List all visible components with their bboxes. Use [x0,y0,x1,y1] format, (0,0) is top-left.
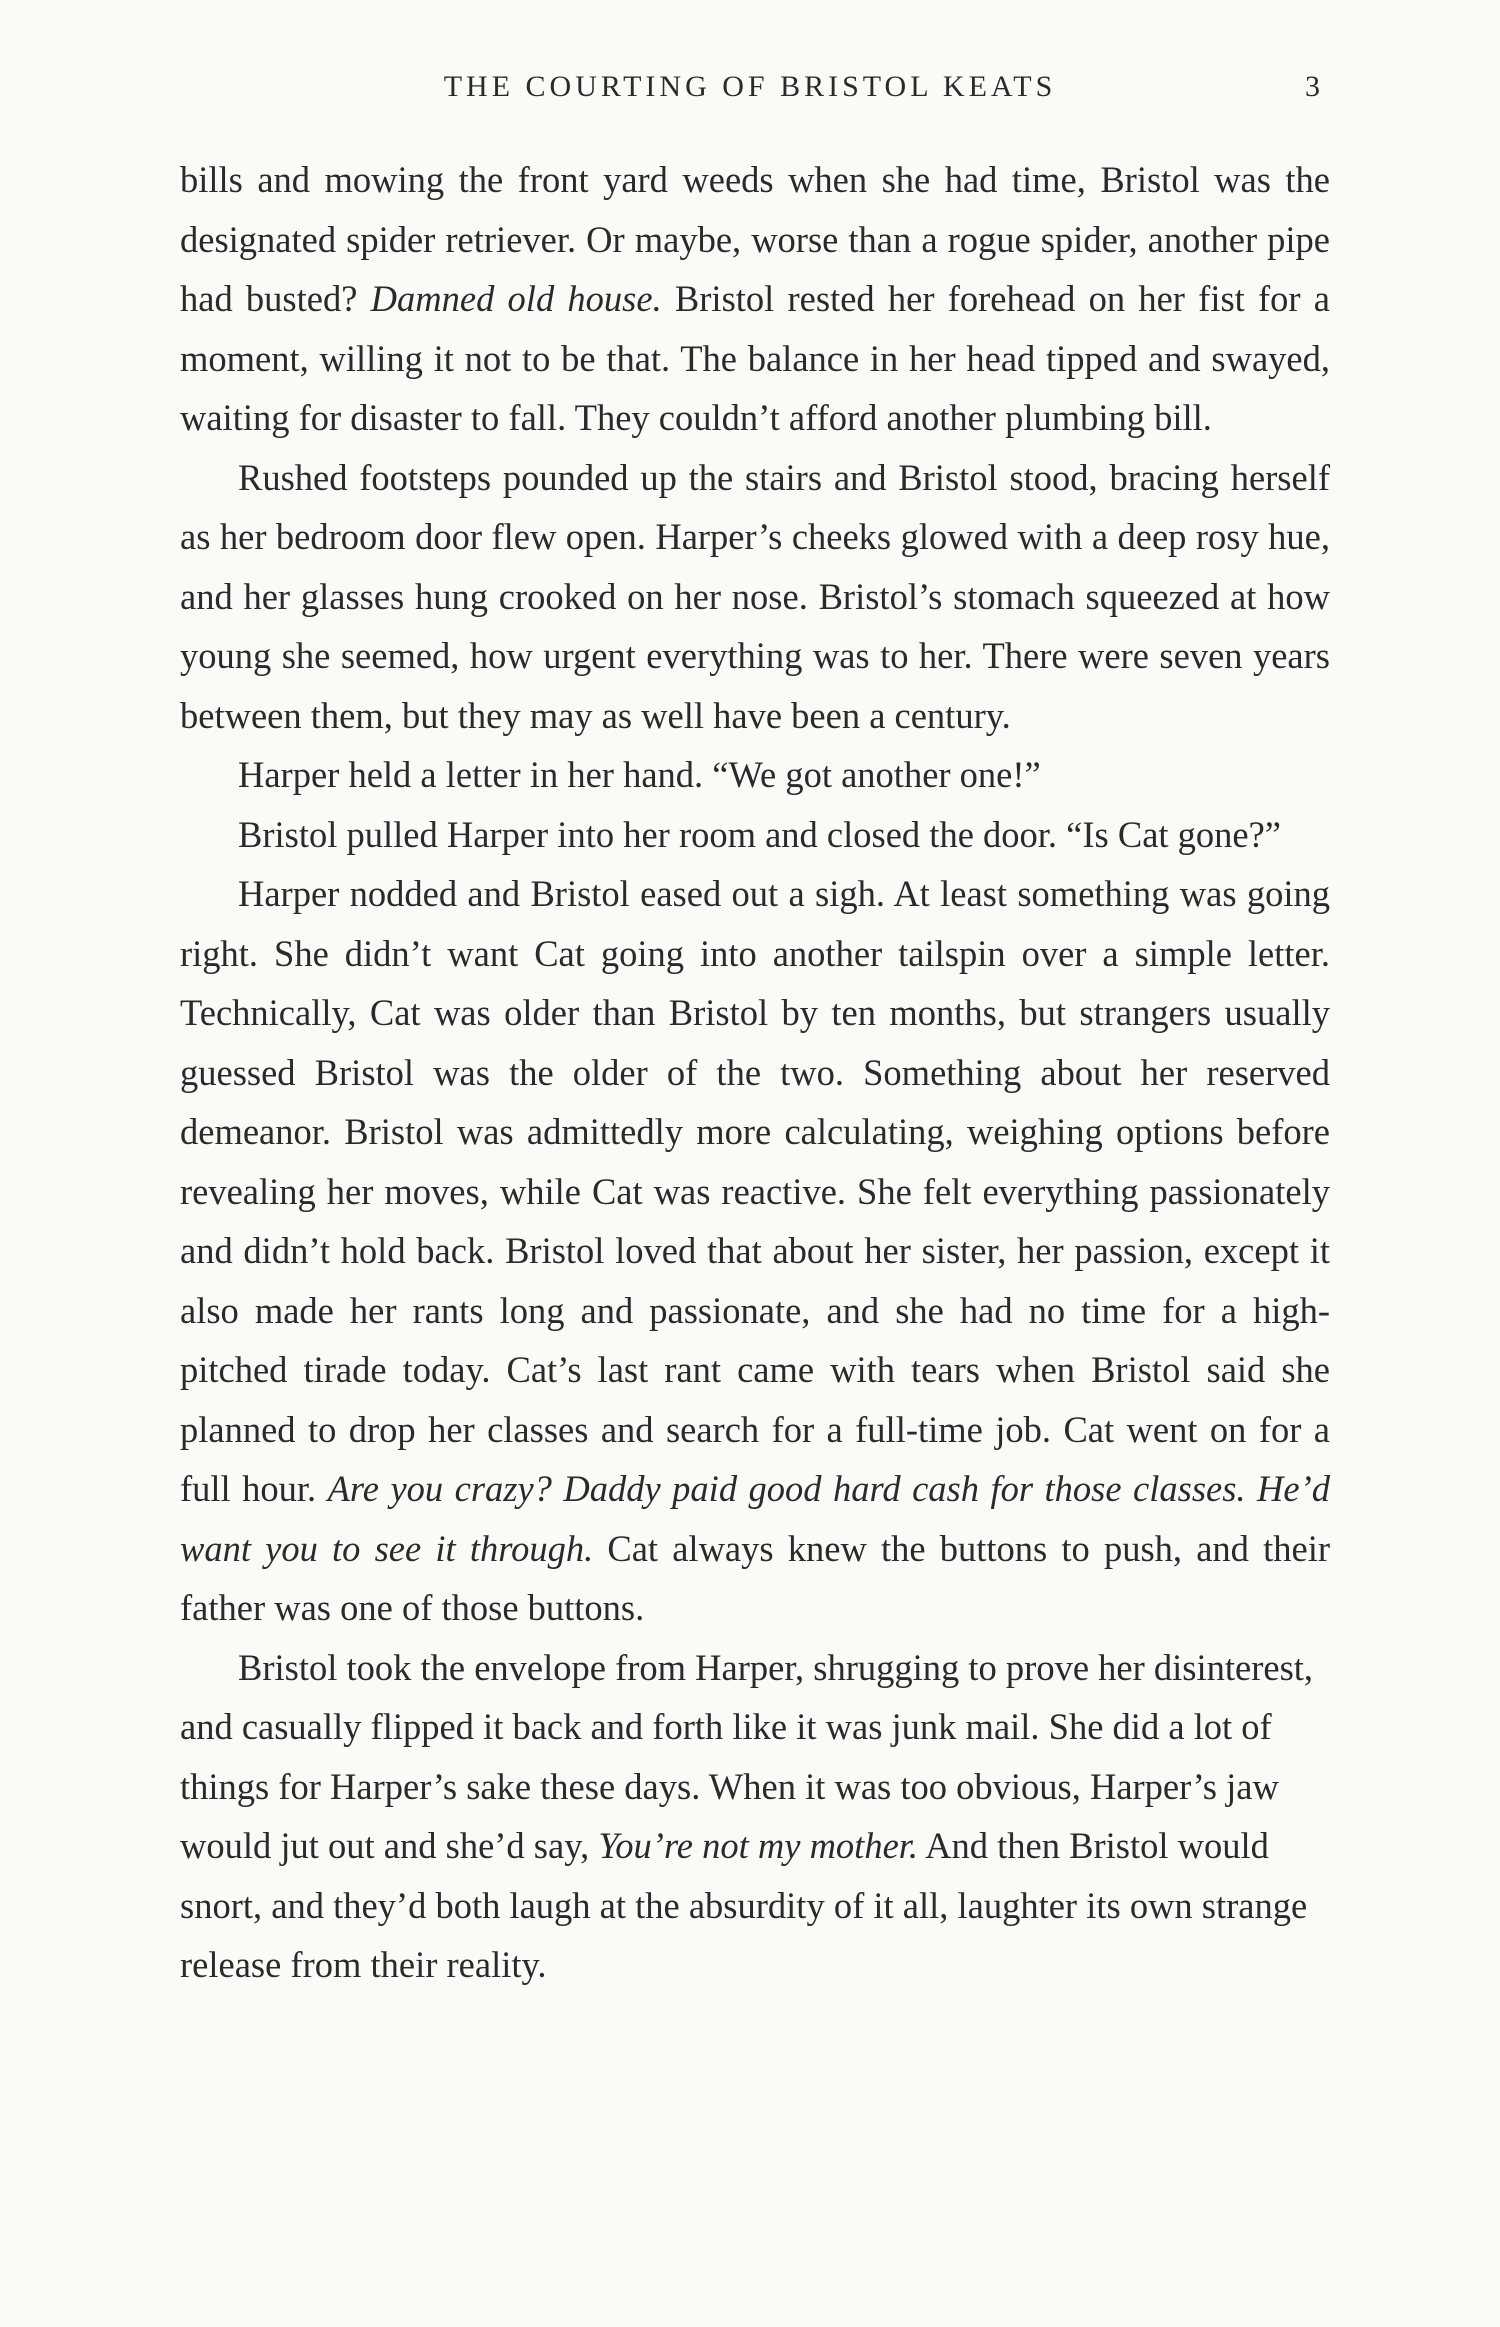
paragraph-text: bills and mowing the front yard weeds when she had time, Bristol was the designated spider retriever. Or maybe, worse than a rogue spider, another pipe had busted? [180,159,1330,319]
paragraph-text: Bristol pulled Harper into her room and closed the door. “Is Cat gone?” [238,813,1282,855]
paragraph-text: And then Bristol would snort, and they’d both laugh at the absurdity of it all, laughter its own strange release from their reality. [180,1825,1308,1985]
italic-text: Are you crazy? Daddy paid good hard cash for those classes. He’d want you to see it through. [180,1468,1330,1569]
italic-text: Damned old house. [370,278,662,319]
page-number: 3 [1305,70,1320,103]
paragraph-text: Rushed footsteps pounded up the stairs and Bristol stood, bracing herself as her bedroom door flew open. Harper’s cheeks glowed with a deep rosy hue, and her glasses hung crooked on her nose. Bristol’s stomach squeezed at how young she seemed, how urgent everything was to her. There were seven years between them, but they may as well have been a century. [180,456,1330,736]
paragraph-text: Bristol took the envelope from Harper, shrugging to prove her disinterest, and casually flipped it back and forth like it was junk mail. She did a lot of things for Harper’s sake these days. When it was too obvious, Harper’s jaw would jut out and she’d say, [180,1646,1314,1866]
paragraph [180,448,1330,746]
paragraph-text: Harper nodded and Bristol eased out a sigh. At least something was going right. She didn’t want Cat going into another tailspin over a simple letter. Technically, Cat was older than Bristol by ten months, but strangers usually guessed Bristol was the older of the two. Something about her reserved demeanor. Bristol was admittedly more calculating, weighing options before revealing her moves, while Cat was reactive. She felt everything passionately and didn’t hold back. Bristol loved that about her sister, her passion, except it also made her rants long and passionate, and she had no time for a high-pitched tirade today. Cat’s last rant came with tears when Bristol said she planned to drop her classes and search for a full-time job. Cat went on for a full hour. [180,873,1330,1509]
paragraph [180,745,1330,805]
paragraph [180,864,1330,1638]
paragraph [180,805,1330,865]
paragraph-text: Cat always knew the buttons to push, and their father was one of those buttons. [180,1527,1330,1628]
paragraph-text: Bristol rested her forehead on her fist for a moment, willing it not to be that. The balance in her head tipped and swayed, waiting for disaster to fall. They couldn’t afford another plumbing bill. [180,278,1331,438]
italic-text: You’re not my mother. [598,1825,919,1866]
running-head [180,62,1320,112]
paragraph [180,1638,1330,1995]
body-text [180,150,1330,1995]
paragraph [180,150,1330,448]
running-title: THE COURTING OF BRISTOL KEATS [443,70,1057,103]
paragraph-text: Harper held a letter in her hand. “We got another one!” [238,754,1041,795]
